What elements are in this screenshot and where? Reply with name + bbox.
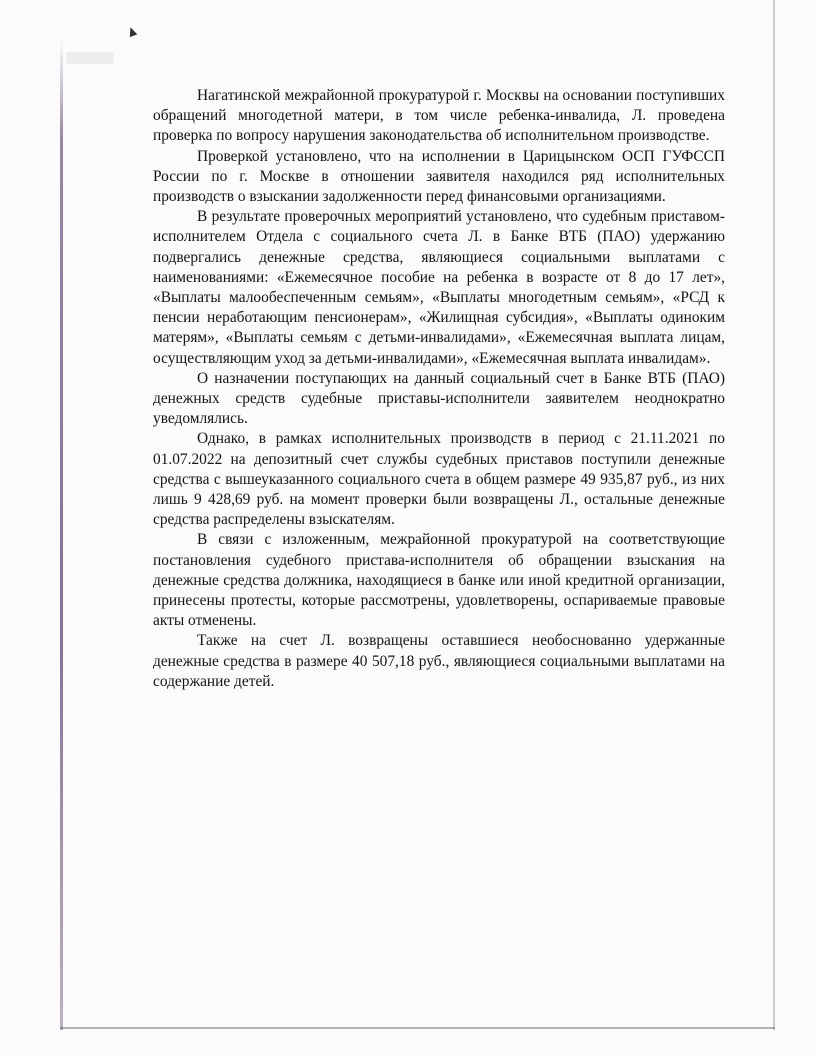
scan-edge-bottom <box>60 1027 775 1029</box>
document-body <box>153 86 725 692</box>
paragraph-1: Нагатинской межрайонной прокуратурой г. Москвы на основании поступивших обращений многодетной матери, в том числе ребенка-инвалида, Л. проведена проверка по вопросу нарушения законодательства об исполнительном производстве. <box>153 87 725 145</box>
paragraph-4: О назначении поступающих на данный социальный счет в Банке ВТБ (ПАО) денежных средств судебные приставы-исполнители заявителем неоднократно уведомлялись. <box>153 369 725 428</box>
faint-stamp-mark <box>66 52 114 64</box>
paragraph-3: В результате проверочных мероприятий установлено, что судебным приставом-исполнителем Отдела с социального счета Л. в Банке ВТБ (ПАО) удержанию подвергались денежные средства, являющиеся социальными выплатами с наименованиями: «Ежемесячное пособие на ребенка в возрасте от 8 до 17 лет», «Выплаты малообеспеченным семьям», «Выплаты многодетным семьям», «РСД к пенсии неработающим пенсионерам», «Жилищная субсидия», «Выплаты одиноким матерям», «Выплаты семьям с детьми-инвалидами», «Ежемесячная выплата лицам, осуществляющим уход за детьми-инвалидами», «Ежемесячная выплата инвалидам». <box>153 208 725 367</box>
paragraph-5: Однако, в рамках исполнительных производств в период с 21.11.2021 по 01.07.2022 на депозитный счет службы судебных приставов поступили денежные средства с вышеуказанного социального счета в общем размере 49 935,87 руб., из них лишь 9 428,69 руб. на момент проверки были возвращены Л., остальные денежные средства распределены взыскателям. <box>153 430 725 529</box>
scan-edge-right <box>773 0 775 1030</box>
paragraph-2: Проверкой установлено, что на исполнении в Царицынском ОСП ГУФССП России по г. Москве в отношении заявителя находился ряд исполнительных производств о взыскании задолженности перед финансовыми организациями. <box>153 147 725 206</box>
paragraph-7: Также на счет Л. возвращены оставшиеся необоснованно удержанные денежные средства в размере 40 507,18 руб., являющиеся социальными выплатами на содержание детей. <box>153 632 725 690</box>
scan-edge-left <box>60 40 63 1030</box>
paragraph-6: В связи с изложенным, межрайонной прокуратурой на соответствующие постановления судебного пристава-исполнителя об обращении взыскания на денежные средства должника, находящиеся в банке или иной кредитной организации, принесены протесты, которые рассмотрены, удовлетворены, оспариваемые правовые акты отменены. <box>153 531 725 630</box>
scan-speck <box>127 26 138 37</box>
